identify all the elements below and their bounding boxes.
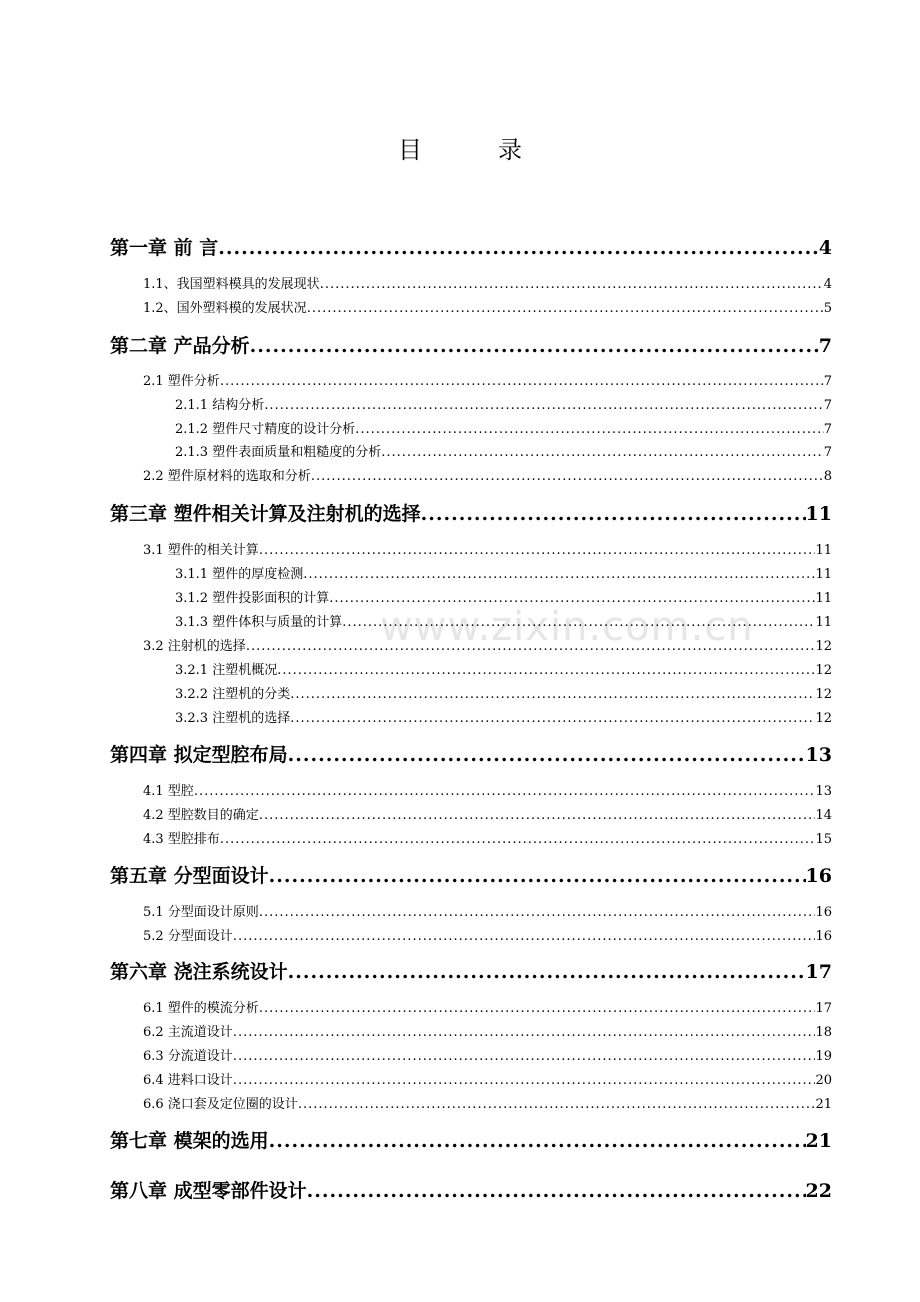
leader-dots xyxy=(194,784,816,799)
toc-label: 第八章 成型零部件设计 xyxy=(110,1180,307,1202)
toc-page-number: 7 xyxy=(823,374,832,389)
toc-label: 2.1.2 塑件尺寸精度的设计分析 xyxy=(175,422,356,437)
page-title: 目 录 xyxy=(398,136,548,164)
toc-item[interactable] xyxy=(175,611,832,630)
leader-dots xyxy=(233,929,816,944)
leader-dots xyxy=(264,398,824,413)
leader-dots xyxy=(218,237,819,259)
toc-label: 1.1、我国塑料模具的发展现状 xyxy=(143,277,320,292)
toc-label: 第五章 分型面设计 xyxy=(110,865,269,887)
toc-page-number: 21 xyxy=(805,1130,832,1152)
toc-label: 6.4 进料口设计 xyxy=(143,1073,233,1088)
leader-dots xyxy=(246,639,816,654)
toc-page-number: 11 xyxy=(815,567,832,582)
toc-label: 2.1.3 塑件表面质量和粗糙度的分析 xyxy=(175,445,382,460)
leader-dots xyxy=(233,1025,816,1040)
toc-page-number: 11 xyxy=(805,503,832,525)
toc-page-number: 7 xyxy=(823,398,832,413)
leader-dots xyxy=(233,1073,816,1088)
toc-chapter-6[interactable] xyxy=(110,957,832,984)
toc-item[interactable] xyxy=(175,441,832,460)
toc-page-number: 15 xyxy=(815,832,832,847)
toc-page-number: 16 xyxy=(815,905,832,920)
leader-dots xyxy=(290,687,815,702)
leader-dots xyxy=(311,469,824,484)
toc-label: 3.2.3 注塑机的选择 xyxy=(175,711,291,726)
toc-page-number: 17 xyxy=(805,961,832,983)
toc-label: 3.1.2 塑件投影面积的计算 xyxy=(175,591,330,606)
toc-page-number: 12 xyxy=(815,687,832,702)
leader-dots xyxy=(421,503,806,525)
toc-page-number: 17 xyxy=(815,1001,832,1016)
toc-item[interactable] xyxy=(143,1069,832,1088)
leader-dots xyxy=(220,832,816,847)
toc-page-number: 8 xyxy=(823,469,832,484)
leader-dots xyxy=(269,865,806,887)
toc-item[interactable] xyxy=(143,635,832,654)
toc-page-number: 7 xyxy=(818,335,832,357)
toc-label: 第七章 模架的选用 xyxy=(110,1130,269,1152)
toc-page-number: 11 xyxy=(815,543,832,558)
toc-label: 4.1 型腔 xyxy=(143,784,194,799)
toc-page-number: 4 xyxy=(823,277,832,292)
toc-chapter-2[interactable] xyxy=(110,331,832,358)
leader-dots xyxy=(259,808,816,823)
toc-label: 6.3 分流道设计 xyxy=(143,1049,233,1064)
toc-item[interactable] xyxy=(143,1045,832,1064)
toc-item[interactable] xyxy=(143,1021,832,1040)
leader-dots xyxy=(259,1001,816,1016)
toc-page-number: 22 xyxy=(805,1180,832,1202)
leader-dots xyxy=(329,591,815,606)
toc-chapter-4[interactable] xyxy=(110,740,832,767)
toc-item[interactable] xyxy=(175,418,832,437)
toc-label: 5.1 分型面设计原则 xyxy=(143,905,259,920)
toc-page-number: 16 xyxy=(815,929,832,944)
toc-page-number: 4 xyxy=(818,237,832,259)
toc-label: 3.2.1 注塑机概况 xyxy=(175,663,278,678)
toc-item[interactable] xyxy=(175,707,832,726)
leader-dots xyxy=(288,961,806,983)
toc-page-number: 5 xyxy=(823,301,832,316)
toc-label: 4.3 型腔排布 xyxy=(143,832,220,847)
toc-label: 3.1.1 塑件的厚度检测 xyxy=(175,567,304,582)
toc-item[interactable] xyxy=(143,925,832,944)
toc-label: 2.1 塑件分析 xyxy=(143,374,220,389)
toc-chapter-7[interactable] xyxy=(110,1126,832,1153)
toc-page-number: 12 xyxy=(815,663,832,678)
toc-label: 5.2 分型面设计 xyxy=(143,929,233,944)
toc-label: 2.2 塑件原材料的选取和分析 xyxy=(143,469,311,484)
toc-label: 3.1 塑件的相关计算 xyxy=(143,543,259,558)
toc-chapter-5[interactable] xyxy=(110,861,832,888)
toc-page-number: 19 xyxy=(815,1049,832,1064)
toc-page-number: 18 xyxy=(815,1025,832,1040)
toc-label: 第三章 塑件相关计算及注射机的选择 xyxy=(110,503,421,525)
toc-label: 2.1.1 结构分析 xyxy=(175,398,265,413)
toc-item[interactable] xyxy=(175,563,832,582)
toc-label: 第四章 拟定型腔布局 xyxy=(110,744,288,766)
toc-label: 第一章 前 言 xyxy=(110,237,219,259)
toc-page-number: 13 xyxy=(805,744,832,766)
toc-label: 6.2 主流道设计 xyxy=(143,1025,233,1040)
leader-dots xyxy=(220,374,824,389)
toc-item[interactable] xyxy=(175,394,832,413)
toc-label: 3.2 注射机的选择 xyxy=(143,639,246,654)
toc-label: 第二章 产品分析 xyxy=(110,335,250,357)
leader-dots xyxy=(277,663,815,678)
toc-item[interactable] xyxy=(143,804,832,823)
toc-page-number: 7 xyxy=(823,422,832,437)
toc-item[interactable] xyxy=(175,683,832,702)
leader-dots xyxy=(269,1130,806,1152)
toc-page-number: 11 xyxy=(815,591,832,606)
toc-label: 4.2 型腔数目的确定 xyxy=(143,808,259,823)
leader-dots xyxy=(307,1180,806,1202)
toc-label: 6.6 浇口套及定位圈的设计 xyxy=(143,1097,298,1112)
toc-page-number: 20 xyxy=(815,1073,832,1088)
toc-item[interactable] xyxy=(143,997,832,1016)
toc-item[interactable] xyxy=(143,297,832,316)
leader-dots xyxy=(342,615,815,630)
leader-dots xyxy=(259,543,816,558)
leader-dots xyxy=(288,744,806,766)
toc-chapter-3[interactable] xyxy=(110,499,832,526)
leader-dots xyxy=(298,1097,816,1112)
leader-dots xyxy=(381,445,824,460)
toc-page-number: 12 xyxy=(815,711,832,726)
toc-page-number: 21 xyxy=(815,1097,832,1112)
toc-label: 3.1.3 塑件体积与质量的计算 xyxy=(175,615,343,630)
toc-item[interactable] xyxy=(143,465,832,484)
leader-dots xyxy=(259,905,816,920)
toc-item[interactable] xyxy=(143,828,832,847)
leader-dots xyxy=(307,301,824,316)
toc-page-number: 16 xyxy=(805,865,832,887)
toc-item[interactable] xyxy=(143,273,832,292)
toc-label: 第六章 浇注系统设计 xyxy=(110,961,288,983)
toc-label: 6.1 塑件的模流分析 xyxy=(143,1001,259,1016)
toc-chapter-8[interactable] xyxy=(110,1176,832,1203)
toc-page-number: 12 xyxy=(815,639,832,654)
leader-dots xyxy=(233,1049,816,1064)
toc-item[interactable] xyxy=(143,780,832,799)
toc-page-number: 7 xyxy=(823,445,832,460)
toc-label: 1.2、国外塑料模的发展状况 xyxy=(143,301,307,316)
leader-dots xyxy=(320,277,824,292)
leader-dots xyxy=(250,335,819,357)
leader-dots xyxy=(355,422,824,437)
toc-chapter-1[interactable] xyxy=(110,233,832,260)
toc-item[interactable] xyxy=(143,1093,832,1112)
toc-page-number: 11 xyxy=(815,615,832,630)
toc-item[interactable] xyxy=(175,659,832,678)
watermark: www.zixin.com.cn xyxy=(380,604,754,650)
toc-item[interactable] xyxy=(143,539,832,558)
toc-item[interactable] xyxy=(143,370,832,389)
toc-page-number: 13 xyxy=(815,784,832,799)
toc-label: 3.2.2 注塑机的分类 xyxy=(175,687,291,702)
toc-item[interactable] xyxy=(175,587,832,606)
leader-dots xyxy=(290,711,815,726)
toc-item[interactable] xyxy=(143,901,832,920)
toc-page-number: 14 xyxy=(815,808,832,823)
leader-dots xyxy=(303,567,815,582)
